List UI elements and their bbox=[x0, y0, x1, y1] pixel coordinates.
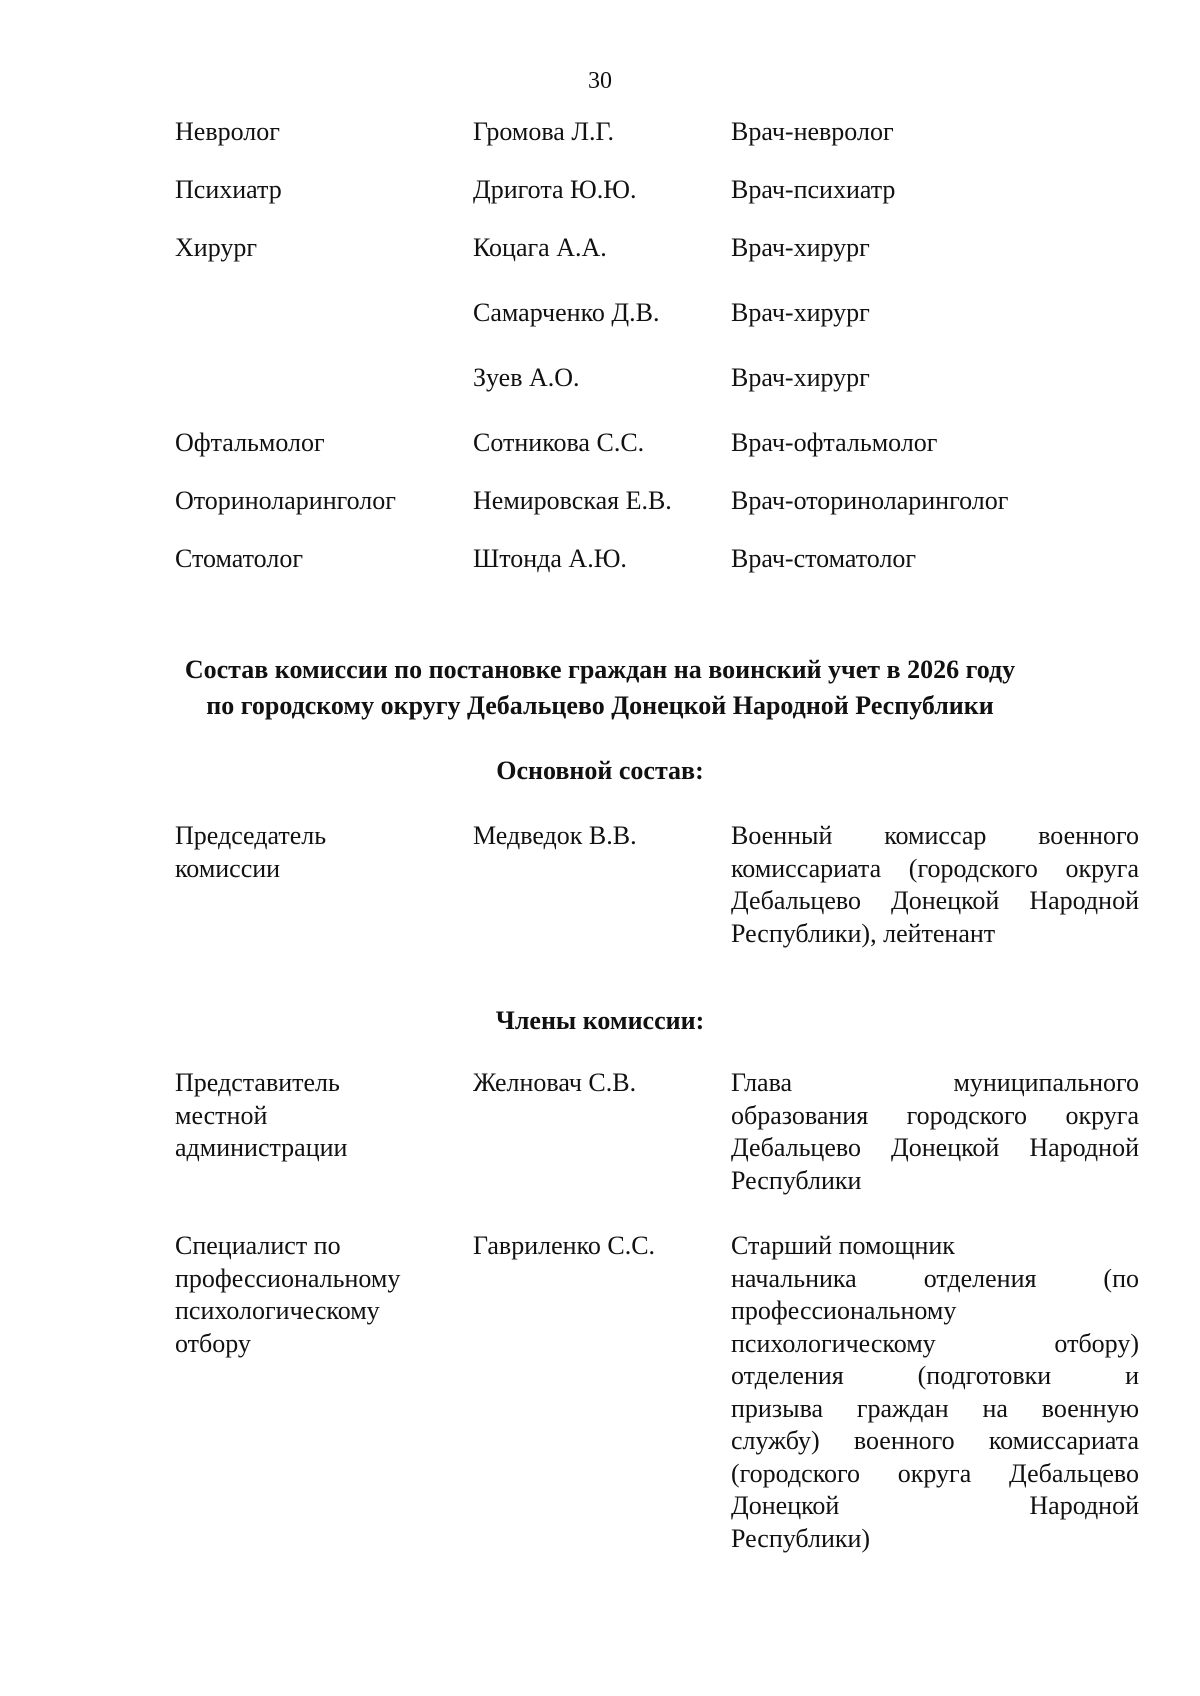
position-cell bbox=[731, 1067, 1139, 1197]
specialty-cell: Стоматолог bbox=[175, 544, 303, 573]
specialty-cell: Хирург bbox=[175, 233, 258, 262]
specialty-cell: Психиатр bbox=[175, 175, 282, 204]
position-line: Глава муниципального bbox=[731, 1068, 1139, 1097]
members-heading: Члены комиссии: bbox=[495, 1006, 705, 1035]
position-cell: Врач-психиатр bbox=[731, 175, 896, 204]
role-cell bbox=[175, 820, 465, 885]
name-cell: Дригота Ю.Ю. bbox=[473, 175, 637, 204]
position-line: Республики), лейтенант bbox=[731, 918, 996, 948]
role-line: администрации bbox=[175, 1133, 348, 1162]
role-line: местной bbox=[175, 1100, 268, 1130]
position-line: Старший помощник bbox=[731, 1231, 955, 1260]
position-line: Донецкой Народной bbox=[731, 1491, 1139, 1520]
position-cell bbox=[731, 820, 1139, 950]
position-line: (городского округа Дебальцево bbox=[731, 1458, 1139, 1488]
role-line: профессиональному bbox=[175, 1263, 401, 1293]
name-cell: Самарченко Д.В. bbox=[473, 298, 660, 327]
name-cell: Сотникова С.С. bbox=[473, 428, 645, 457]
position-cell: Врач-офтальмолог bbox=[731, 428, 938, 457]
role-line: Специалист по bbox=[175, 1231, 341, 1260]
position-line: комиссариата (городского округа bbox=[731, 853, 1139, 883]
position-line: отделения (подготовки и bbox=[731, 1361, 1139, 1390]
position-cell bbox=[731, 1230, 1139, 1555]
role-line: Представитель bbox=[175, 1068, 340, 1097]
position-line: образования городского округа bbox=[731, 1100, 1139, 1130]
position-line: начальника отделения (по bbox=[731, 1263, 1139, 1293]
page-number: 30 bbox=[588, 68, 612, 94]
position-line: психологическому отбору) bbox=[731, 1328, 1139, 1358]
position-line: службу) военного комиссариата bbox=[731, 1426, 1139, 1455]
name-cell: Немировская Е.В. bbox=[473, 486, 672, 515]
commission-title-line-1: Состав комиссии по постановке граждан на воинский учет в 2026 году bbox=[184, 655, 1016, 684]
role-cell bbox=[175, 1067, 465, 1165]
name-cell: Коцага А.А. bbox=[473, 233, 607, 262]
position-line: Республики) bbox=[731, 1523, 871, 1553]
position-cell: Врач-хирург bbox=[731, 363, 870, 392]
name-cell: Гавриленко С.С. bbox=[473, 1231, 656, 1260]
position-line: призыва граждан на военную bbox=[731, 1393, 1139, 1423]
name-cell: Желновач С.В. bbox=[473, 1068, 637, 1097]
position-cell: Врач-невролог bbox=[731, 117, 894, 146]
position-line: Республики bbox=[731, 1165, 862, 1195]
position-cell: Врач-стоматолог bbox=[731, 544, 917, 573]
commission-title-line-2: по городскому округу Дебальцево Донецкой Народной Республики bbox=[206, 691, 994, 720]
name-cell: Медведок В.В. bbox=[473, 821, 637, 850]
position-cell: Врач-хирург bbox=[731, 298, 870, 327]
role-line: психологическому bbox=[175, 1296, 380, 1325]
name-cell: Зуев А.О. bbox=[473, 363, 580, 392]
specialty-cell: Офтальмолог bbox=[175, 428, 325, 457]
position-line: Дебальцево Донецкой Народной bbox=[731, 886, 1139, 915]
role-line: комиссии bbox=[175, 853, 281, 883]
specialty-cell: Невролог bbox=[175, 117, 280, 146]
main-composition-heading: Основной состав: bbox=[496, 756, 704, 785]
role-line: Председатель bbox=[175, 821, 327, 850]
position-cell: Врач-хирург bbox=[731, 233, 870, 262]
position-line: Военный комиссар военного bbox=[731, 821, 1139, 850]
position-cell: Врач-оториноларинголог bbox=[731, 486, 1009, 515]
name-cell: Громова Л.Г. bbox=[473, 117, 615, 146]
position-line: Дебальцево Донецкой Народной bbox=[731, 1133, 1139, 1162]
specialty-cell: Оториноларинголог bbox=[175, 486, 396, 515]
position-line: профессиональному bbox=[731, 1296, 957, 1325]
role-line: отбору bbox=[175, 1328, 251, 1358]
role-cell bbox=[175, 1230, 465, 1360]
name-cell: Штонда А.Ю. bbox=[473, 544, 627, 573]
